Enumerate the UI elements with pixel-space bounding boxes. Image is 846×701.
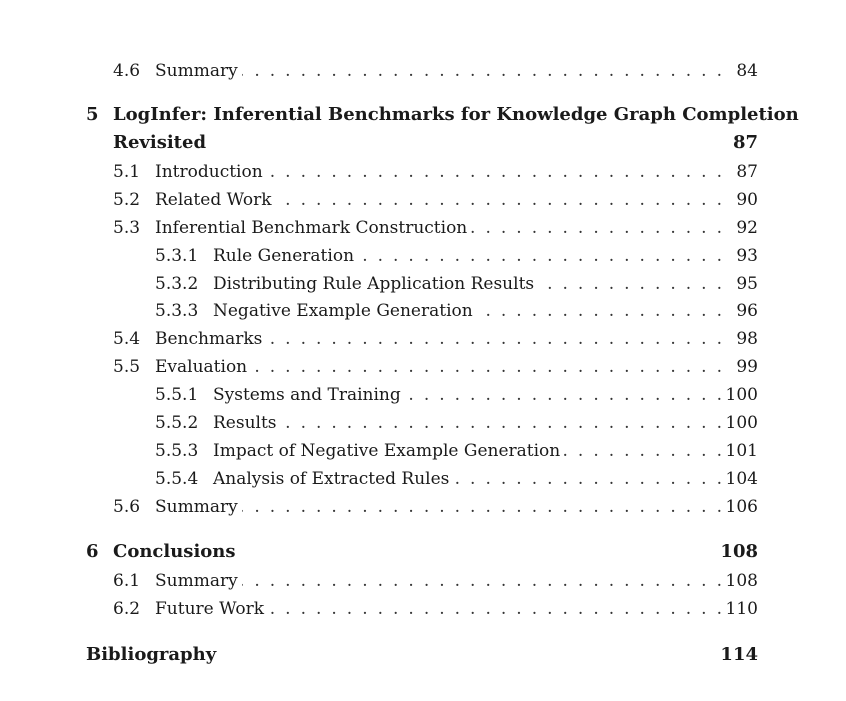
subsection-number: 5.3.2 [155, 274, 199, 294]
page-number: 93 [732, 242, 758, 270]
section-title: Related Work [155, 186, 276, 214]
section-title: Summary [155, 493, 242, 521]
page-number: 96 [732, 297, 758, 325]
toc-bibliography-entry[interactable] [0, 641, 846, 669]
subsection-number: 5.5.4 [155, 469, 199, 489]
toc-subentry[interactable] [0, 242, 846, 270]
subsection-title: Analysis of Extracted Rules [213, 465, 453, 493]
toc-subentry[interactable] [0, 465, 846, 493]
page-number: 84 [732, 57, 758, 85]
section-number: 5.1 [113, 162, 141, 182]
section-title: Evaluation [155, 353, 251, 381]
toc-entry[interactable] [0, 214, 846, 242]
section-title: Inferential Benchmark Construction [155, 214, 471, 242]
toc-chapter-entry[interactable] [0, 101, 846, 129]
page-number: 100 [722, 381, 758, 409]
subsection-title: Negative Example Generation [213, 297, 477, 325]
section-number: 5.2 [113, 190, 141, 210]
subsection-title: Impact of Negative Example Generation [213, 437, 564, 465]
chapter-title: LogInfer: Inferential Benchmarks for Knowledge Graph Completion [113, 101, 803, 129]
section-title: Benchmarks [155, 325, 266, 353]
toc-entry[interactable] [0, 353, 846, 381]
section-title: Summary [155, 57, 242, 85]
subsection-title: Results [213, 409, 281, 437]
subsection-number: 5.5.2 [155, 413, 199, 433]
subsection-number: 5.5.1 [155, 385, 199, 405]
page-number: 108 [722, 567, 758, 595]
toc-entry[interactable] [0, 186, 846, 214]
page-number: 108 [716, 538, 758, 566]
toc-chapter-entry[interactable] [0, 538, 846, 566]
page-number: 87 [732, 158, 758, 186]
toc-subentry[interactable] [0, 297, 846, 325]
subsection-title: Rule Generation [213, 242, 358, 270]
page-number: 90 [732, 186, 758, 214]
page-number: 98 [732, 325, 758, 353]
page-number: 92 [732, 214, 758, 242]
subsection-title: Distributing Rule Application Results [213, 270, 538, 298]
page-number: 87 [729, 129, 758, 157]
subsection-number: 5.3.3 [155, 301, 199, 321]
section-title: Summary [155, 567, 242, 595]
section-number: 6.2 [113, 599, 141, 619]
page-number: 110 [722, 595, 758, 623]
page-number: 104 [722, 465, 758, 493]
section-number: 5.5 [113, 357, 141, 377]
toc-subentry[interactable] [0, 270, 846, 298]
section-number: 5.4 [113, 329, 141, 349]
toc-entry[interactable] [0, 57, 846, 85]
toc-subentry[interactable] [0, 409, 846, 437]
subsection-number: 5.3.1 [155, 246, 199, 266]
dot-leader [213, 409, 722, 437]
page-number: 100 [722, 409, 758, 437]
chapter-title: Conclusions [113, 538, 240, 566]
chapter-number: 5 [86, 104, 99, 125]
toc-entry[interactable] [0, 325, 846, 353]
section-number: 5.3 [113, 218, 141, 238]
toc-chapter-entry-continued[interactable] [0, 129, 846, 157]
section-number: 6.1 [113, 571, 141, 591]
bibliography-title: Bibliography [86, 644, 217, 665]
page-number: 114 [716, 641, 758, 669]
toc-subentry[interactable] [0, 381, 846, 409]
subsection-number: 5.5.3 [155, 441, 199, 461]
page-number: 106 [722, 493, 758, 521]
section-number: 4.6 [113, 61, 141, 81]
toc-subentry[interactable] [0, 437, 846, 465]
page-number: 99 [732, 353, 758, 381]
page-number: 101 [722, 437, 758, 465]
subsection-title: Systems and Training [213, 381, 405, 409]
section-title: Future Work [155, 595, 268, 623]
toc-entry[interactable] [0, 493, 846, 521]
chapter-number: 6 [86, 541, 99, 562]
section-title: Introduction [155, 158, 267, 186]
toc-entry[interactable] [0, 158, 846, 186]
section-number: 5.6 [113, 497, 141, 517]
toc-entry[interactable] [0, 567, 846, 595]
toc-entry[interactable] [0, 595, 846, 623]
page-number: 95 [732, 270, 758, 298]
chapter-title-line2: Revisited [113, 129, 210, 157]
